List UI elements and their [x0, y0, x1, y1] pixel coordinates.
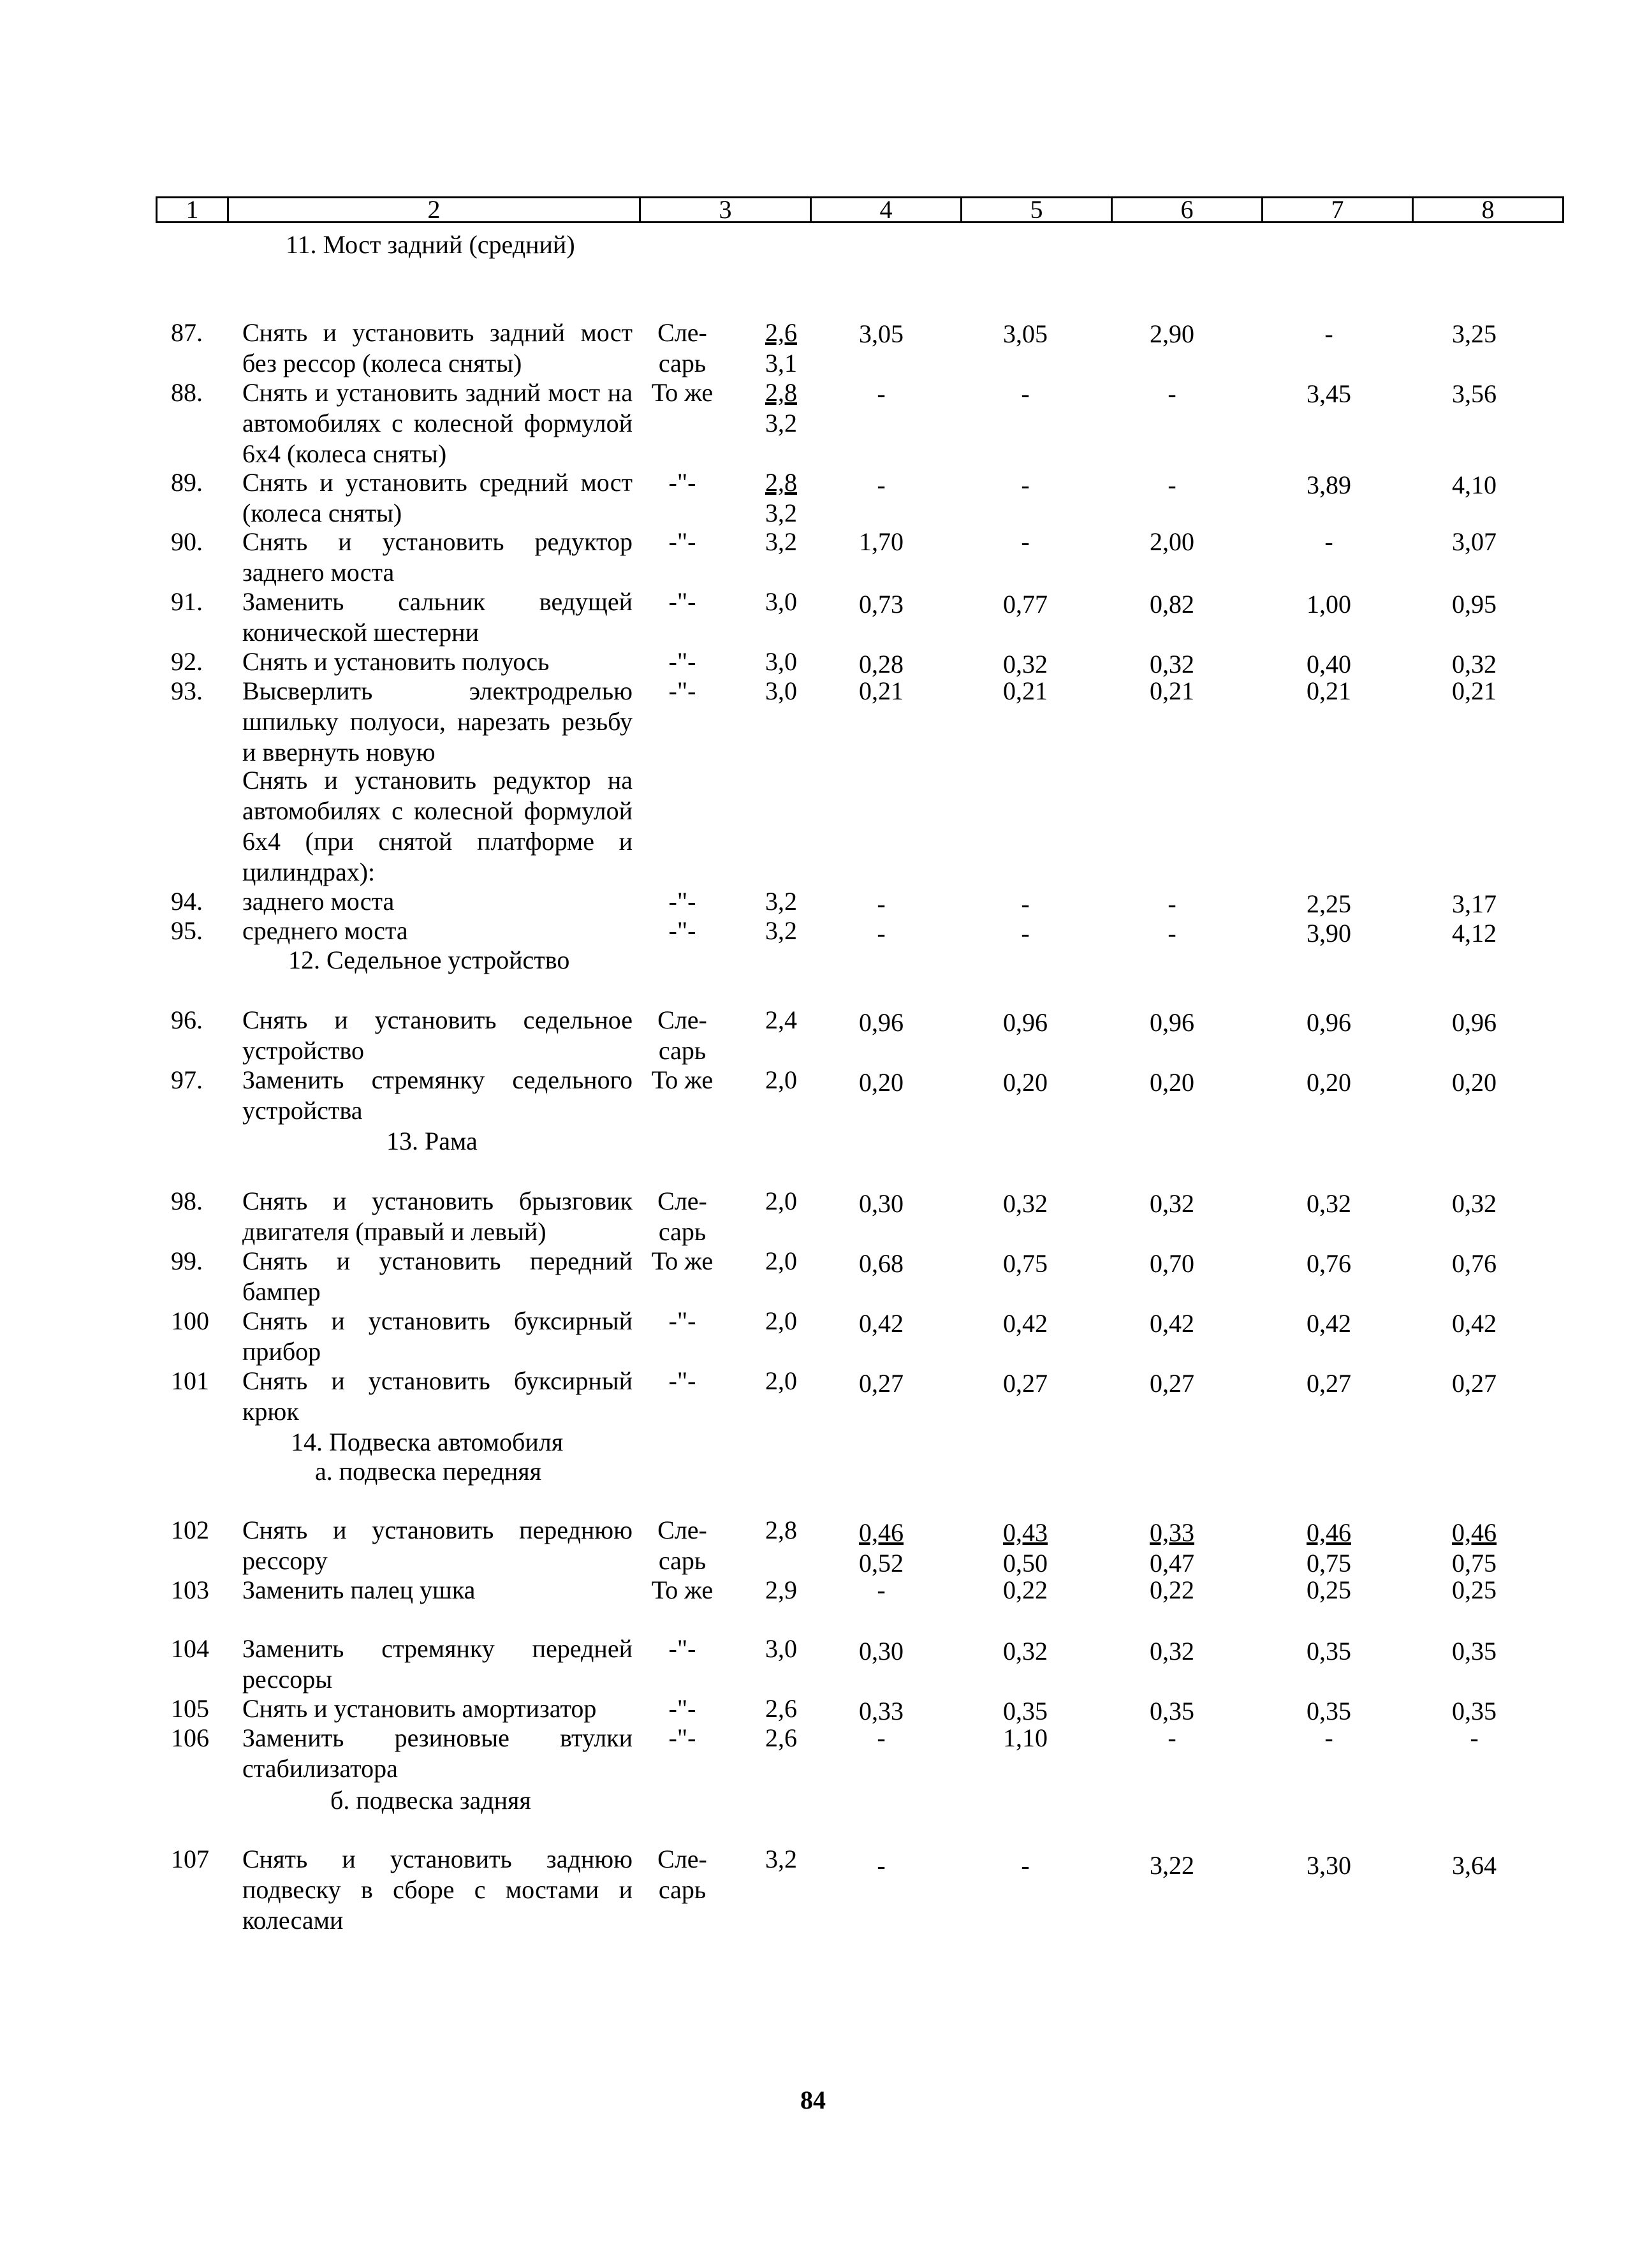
time-norm-c4: 0,42 [859, 1309, 904, 1338]
worker-grade: 3,2 [765, 916, 797, 945]
executor: Сле-сарь [657, 1006, 707, 1065]
column-header-6: 6 [1112, 198, 1263, 223]
row-number: 104 [171, 1634, 209, 1663]
executor: -"- [668, 1306, 696, 1335]
time-norm-c8: 0,32 [1452, 650, 1497, 678]
value-line: 2,8 [765, 378, 797, 407]
executor: -"- [668, 587, 696, 616]
column-header-2: 2 [228, 198, 640, 223]
value-line: 3,1 [765, 349, 797, 377]
row-number: 100 [171, 1306, 209, 1335]
time-norm-c5: 0,35 [1003, 1697, 1048, 1725]
time-norm-c5: - [1021, 471, 1030, 499]
value-line: 2,8 [765, 468, 797, 497]
time-norm-c8 [1423, 1518, 1525, 1579]
executor: -"- [668, 1723, 696, 1752]
time-norm-c4: 0,21 [859, 677, 904, 705]
time-norm-c6: - [1168, 379, 1176, 408]
row-number: 98. [171, 1187, 203, 1215]
row-number: 90. [171, 527, 203, 556]
executor: -"- [668, 1366, 696, 1395]
time-norm-c8: 0,21 [1452, 677, 1497, 705]
time-norm-c7 [1278, 1518, 1380, 1579]
operation-description: Высверлить электродрелью шпильку полуоси, нарезать резьбу и ввернуть новую [242, 677, 633, 766]
time-norm-c7: 0,96 [1307, 1008, 1351, 1037]
time-norm-c5: 0,32 [1003, 1189, 1048, 1218]
operation-description: Снять и установить седельное устройство [242, 1006, 633, 1065]
value-line: 3,2 [765, 499, 797, 527]
operation-description: среднего моста [242, 916, 408, 945]
time-norm-c5: - [1021, 889, 1030, 918]
time-norm-c6: 0,70 [1150, 1249, 1194, 1278]
row-number: 103 [171, 1576, 209, 1604]
worker-grade: 2,9 [765, 1576, 797, 1604]
row-number: 105 [171, 1694, 209, 1723]
time-norm-c6: 0,27 [1150, 1369, 1194, 1398]
row-number: 96. [171, 1006, 203, 1034]
value-line: 2,6 [765, 318, 797, 347]
operation-description: Снять и установить задний мост на автомобилях с колесной формулой 6x4 (колеса сняты) [242, 378, 633, 468]
time-norm-c5: - [1021, 1851, 1030, 1880]
time-norm-c4: 0,30 [859, 1189, 904, 1218]
executor: То же [651, 378, 714, 407]
executor: -"- [668, 647, 696, 676]
time-norm-c8: 0,25 [1452, 1576, 1497, 1604]
worker-grade [746, 467, 816, 529]
time-norm-c6: 0,32 [1150, 1637, 1194, 1665]
time-norm-c6: 0,21 [1150, 677, 1194, 705]
time-norm-c5: - [1021, 919, 1030, 947]
value-line: 0,43 [1003, 1518, 1048, 1547]
time-norm-c4: - [877, 471, 886, 499]
executor: То же [651, 1247, 714, 1275]
value-line: 0,75 [1307, 1549, 1351, 1577]
row-number: 89. [171, 468, 203, 497]
time-norm-c4: 0,20 [859, 1068, 904, 1097]
worker-grade: 2,0 [765, 1366, 797, 1395]
time-norm-c8: 4,12 [1452, 919, 1497, 947]
section-heading-suspension: 14. Подвеска автомобиля [291, 1428, 564, 1456]
row-number: 99. [171, 1247, 203, 1275]
row-number: 97. [171, 1065, 203, 1094]
operation-description: Снять и установить амортизатор [242, 1694, 597, 1723]
time-norm-c8: - [1470, 1723, 1479, 1752]
time-norm-c6: 0,32 [1150, 1189, 1194, 1218]
time-norm-c5: 0,32 [1003, 650, 1048, 678]
executor: -"- [668, 677, 696, 705]
row-number: 94. [171, 887, 203, 916]
time-norm-c4: - [877, 1723, 886, 1752]
time-norm-c8: 0,32 [1452, 1189, 1497, 1218]
time-norm-c7: 3,45 [1307, 379, 1351, 408]
section-heading-rear-axle: 11. Мост задний (средний) [286, 230, 575, 259]
worker-grade [746, 318, 816, 379]
value-line: 0,46 [1307, 1518, 1351, 1547]
time-norm-c6: - [1168, 889, 1176, 918]
executor: -"- [668, 887, 696, 916]
time-norm-c7: 3,89 [1307, 471, 1351, 499]
operation-description: Снять и установить редуктор заднего моста [242, 527, 633, 587]
operation-description: Заменить стремянку передней рессоры [242, 1634, 633, 1694]
time-norm-c6: 2,00 [1150, 527, 1194, 556]
worker-grade: 3,2 [765, 887, 797, 916]
time-norm-c6: 0,20 [1150, 1068, 1194, 1097]
row-number: 91. [171, 587, 203, 616]
column-header-4: 4 [811, 198, 962, 223]
section-heading-frame: 13. Рама [386, 1127, 478, 1155]
worker-grade: 3,0 [765, 587, 797, 616]
row-number: 102 [171, 1516, 209, 1544]
worker-grade: 2,8 [765, 1516, 797, 1544]
value-line: 0,46 [859, 1518, 904, 1547]
time-norm-c6: - [1168, 471, 1176, 499]
time-norm-c6 [1121, 1518, 1223, 1579]
time-norm-c5: 3,05 [1003, 319, 1048, 348]
time-norm-c4: 0,33 [859, 1697, 904, 1725]
time-norm-c5: - [1021, 379, 1030, 408]
time-norm-c8: 0,35 [1452, 1697, 1497, 1725]
time-norm-c7: 3,90 [1307, 919, 1351, 947]
time-norm-c8: 4,10 [1452, 471, 1497, 499]
row-number: 93. [171, 677, 203, 705]
worker-grade: 3,2 [765, 527, 797, 556]
time-norm-c5: 0,21 [1003, 677, 1048, 705]
worker-grade: 2,4 [765, 1006, 797, 1034]
operation-description: Снять и установить буксирный крюк [242, 1366, 633, 1426]
time-norm-c7: 0,40 [1307, 650, 1351, 678]
time-norm-c6: - [1168, 1723, 1176, 1752]
operation-description: Заменить стремянку седельного устройства [242, 1065, 633, 1125]
time-norm-c7: 0,32 [1307, 1189, 1351, 1218]
time-norm-c4: 0,68 [859, 1249, 904, 1278]
time-norm-c4: - [877, 1576, 886, 1604]
operation-description: Заменить палец ушка [242, 1576, 476, 1604]
worker-grade: 3,2 [765, 1845, 797, 1873]
time-norm-c7: 0,20 [1307, 1068, 1351, 1097]
value-line: 0,47 [1150, 1549, 1194, 1577]
value-line: 0,50 [1003, 1549, 1048, 1577]
value-line: 3,2 [765, 409, 797, 437]
time-norm-c7: - [1324, 527, 1333, 556]
time-norm-c7: 3,30 [1307, 1851, 1351, 1880]
time-norm-c5: - [1021, 527, 1030, 556]
operation-description: заднего моста [242, 887, 395, 916]
executor: Сле-сарь [657, 1845, 707, 1904]
time-norm-c4: - [877, 889, 886, 918]
operation-description: Заменить резиновые втулки стабилизатора [242, 1723, 633, 1783]
operation-description: Снять и установить полуось [242, 647, 550, 676]
time-norm-c6: 2,90 [1150, 319, 1194, 348]
column-header-8: 8 [1413, 198, 1564, 223]
time-norm-c5: 0,75 [1003, 1249, 1048, 1278]
subsection-heading-rear-suspension: б. подвеска задняя [330, 1786, 531, 1815]
time-norm-c5 [974, 1518, 1076, 1579]
column-header-5: 5 [962, 198, 1112, 223]
worker-grade: 3,0 [765, 1634, 797, 1663]
row-number: 107 [171, 1845, 209, 1873]
time-norm-c7: 0,76 [1307, 1249, 1351, 1278]
time-norm-c8: 3,17 [1452, 889, 1497, 918]
time-norm-c4: 1,70 [859, 527, 904, 556]
value-line: 0,75 [1452, 1549, 1497, 1577]
row-number: 106 [171, 1723, 209, 1752]
time-norm-c6: 3,22 [1150, 1851, 1194, 1880]
time-norm-c8: 0,96 [1452, 1008, 1497, 1037]
row-number: 87. [171, 318, 203, 347]
column-header-1: 1 [157, 198, 228, 223]
time-norm-c5: 0,22 [1003, 1576, 1048, 1604]
time-norm-c7: 0,35 [1307, 1637, 1351, 1665]
time-norm-c4: - [877, 919, 886, 947]
executor: То же [651, 1065, 714, 1094]
time-norm-c5: 0,32 [1003, 1637, 1048, 1665]
time-norm-c4: 0,27 [859, 1369, 904, 1398]
executor: То же [651, 1576, 714, 1604]
time-norm-c5: 0,27 [1003, 1369, 1048, 1398]
value-line: 0,33 [1150, 1518, 1194, 1547]
time-norm-c6: 0,42 [1150, 1309, 1194, 1338]
worker-grade: 2,6 [765, 1723, 797, 1752]
time-norm-c5: 0,96 [1003, 1008, 1048, 1037]
time-norm-c8: 3,56 [1452, 379, 1497, 408]
time-norm-c6: 0,32 [1150, 650, 1194, 678]
time-norm-c7: 0,35 [1307, 1697, 1351, 1725]
executor: Сле-сарь [657, 1187, 707, 1246]
time-norm-c8: 3,64 [1452, 1851, 1497, 1880]
time-norm-c5: 0,77 [1003, 590, 1048, 618]
time-norm-c7: 1,00 [1307, 590, 1351, 618]
time-norm-c7: 0,25 [1307, 1576, 1351, 1604]
executor: -"- [668, 468, 696, 497]
time-norm-c4: 0,28 [859, 650, 904, 678]
worker-grade: 3,0 [765, 677, 797, 705]
time-norm-c8: 3,07 [1452, 527, 1497, 556]
row-number: 92. [171, 647, 203, 676]
column-header-3: 3 [640, 198, 811, 223]
time-norm-c7: 0,42 [1307, 1309, 1351, 1338]
time-norm-c5: 0,42 [1003, 1309, 1048, 1338]
operation-description: Снять и установить буксирный прибор [242, 1306, 633, 1366]
operation-description: Снять и установить редуктор на автомобилях с колесной формулой 6x4 (при снятой платформе и цилиндрах): [242, 766, 633, 886]
time-norm-c8: 0,42 [1452, 1309, 1497, 1338]
operation-description: Заменить сальник ведущей конической шестерни [242, 587, 633, 647]
time-norm-c6: 0,82 [1150, 590, 1194, 618]
time-norm-c7: - [1324, 1723, 1333, 1752]
executor: -"- [668, 1634, 696, 1663]
time-norm-c6: - [1168, 919, 1176, 947]
value-line: 0,52 [859, 1549, 904, 1577]
time-norm-c8: 0,27 [1452, 1369, 1497, 1398]
executor: Сле-сарь [657, 1516, 707, 1575]
time-norm-c8: 0,35 [1452, 1637, 1497, 1665]
subsection-heading-front-suspension: а. подвеска передняя [315, 1457, 542, 1486]
column-header-7: 7 [1263, 198, 1413, 223]
time-norm-c5: 1,10 [1003, 1723, 1048, 1752]
operation-description: Снять и установить заднюю подвеску в сборе с мостами и колесами [242, 1845, 633, 1935]
worker-grade: 3,0 [765, 647, 797, 676]
time-norm-c4 [830, 1518, 932, 1579]
time-norm-c6: 0,22 [1150, 1576, 1194, 1604]
row-number: 101 [171, 1366, 209, 1395]
time-norm-c8: 0,95 [1452, 590, 1497, 618]
executor: Сле-сарь [657, 318, 707, 377]
worker-grade: 2,0 [765, 1306, 797, 1335]
row-number: 95. [171, 916, 203, 945]
operation-description: Снять и установить средний мост (колеса сняты) [242, 468, 633, 527]
operation-description: Снять и установить брызговик двигателя (правый и левый) [242, 1187, 633, 1246]
time-norm-c8: 0,20 [1452, 1068, 1497, 1097]
worker-grade: 2,6 [765, 1694, 797, 1723]
time-norm-c7: - [1324, 319, 1333, 348]
worker-grade: 2,0 [765, 1187, 797, 1215]
value-line: 0,46 [1452, 1518, 1497, 1547]
executor: -"- [668, 527, 696, 556]
operation-description: Снять и установить переднюю рессору [242, 1516, 633, 1575]
time-norm-c7: 0,21 [1307, 677, 1351, 705]
worker-grade [746, 377, 816, 439]
worker-grade: 2,0 [765, 1065, 797, 1094]
time-norm-c7: 2,25 [1307, 889, 1351, 918]
time-norm-c4: 0,30 [859, 1637, 904, 1665]
operation-description: Снять и установить передний бампер [242, 1247, 633, 1306]
time-norm-c8: 3,25 [1452, 319, 1497, 348]
time-norm-c8: 0,76 [1452, 1249, 1497, 1278]
time-norm-c5: 0,20 [1003, 1068, 1048, 1097]
operation-description: Снять и установить задний мост без рессор (колеса сняты) [242, 318, 633, 377]
time-norm-c4: 0,73 [859, 590, 904, 618]
time-norm-c4: - [877, 379, 886, 408]
page-number: 84 [800, 2086, 826, 2114]
executor: -"- [668, 1694, 696, 1723]
worker-grade: 2,0 [765, 1247, 797, 1275]
time-norm-c7: 0,27 [1307, 1369, 1351, 1398]
time-norm-c4: 3,05 [859, 319, 904, 348]
time-norm-c6: 0,96 [1150, 1008, 1194, 1037]
row-number: 88. [171, 378, 203, 407]
time-norm-c4: - [877, 1851, 886, 1880]
section-heading-fifth-wheel: 12. Седельное устройство [288, 946, 570, 974]
time-norm-c4: 0,96 [859, 1008, 904, 1037]
executor: -"- [668, 916, 696, 945]
time-norm-c6: 0,35 [1150, 1697, 1194, 1725]
